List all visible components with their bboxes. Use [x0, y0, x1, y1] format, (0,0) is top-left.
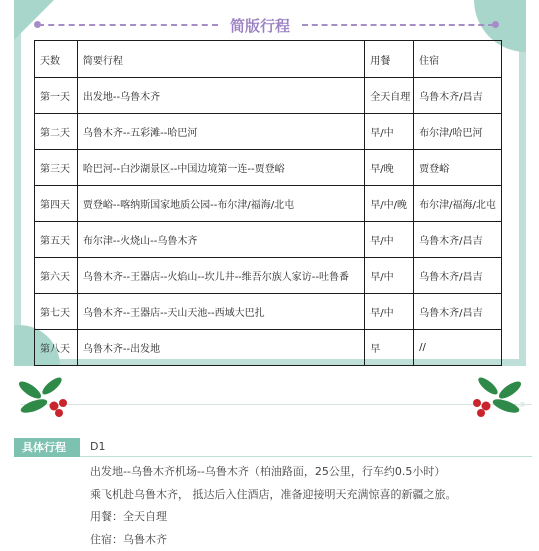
header-meal: 用餐	[365, 41, 414, 78]
cell-meal: 早	[365, 330, 414, 366]
cell-meal: 早/中	[365, 114, 414, 150]
header-route: 简要行程	[77, 41, 364, 78]
cell-stay: 布尔津/哈巴河	[414, 114, 502, 150]
table-row	[35, 330, 502, 366]
cell-route: 哈巴河--白沙湖景区--中国边境第一连--贾登峪	[77, 150, 364, 186]
cell-route: 乌鲁木齐--王器店--火焰山--坎儿井--维吾尔族人家访--吐鲁番	[77, 258, 364, 294]
cell-day: 第一天	[35, 78, 78, 114]
cell-route: 乌鲁木齐--五彩滩--哈巴河	[77, 114, 364, 150]
cell-meal: 全天自理	[365, 78, 414, 114]
detail-section-tag: 具体行程	[14, 438, 80, 457]
cell-stay: 乌鲁木齐/昌吉	[414, 78, 502, 114]
cell-day: 第三天	[35, 150, 78, 186]
cell-stay: 乌鲁木齐/昌吉	[414, 222, 502, 258]
cell-day: 第六天	[35, 258, 78, 294]
day-label: D1	[90, 440, 106, 453]
header-stay: 住宿	[414, 41, 502, 78]
day-route: 出发地--乌鲁木齐机场--乌鲁木齐（柏油路面，25公里，行车约0.5小时）	[90, 465, 446, 478]
day-description: 乘飞机赴乌鲁木齐， 抵达后入住酒店，准备迎接明天充满惊喜的新疆之旅。	[90, 488, 457, 501]
cell-meal: 早/中	[365, 222, 414, 258]
cell-stay: 贾登峪	[414, 150, 502, 186]
title-dash-right	[302, 24, 494, 26]
detail-tag-underline	[80, 456, 532, 457]
cell-meal: 早/中/晚	[365, 186, 414, 222]
corner-decoration-top-left	[14, 0, 54, 40]
cell-route: 乌鲁木齐--出发地	[77, 330, 364, 366]
cell-day: 第七天	[35, 294, 78, 330]
cell-stay: 乌鲁木齐/昌吉	[414, 258, 502, 294]
holly-left-icon	[14, 376, 72, 422]
day-meal: 用餐：全天自理	[90, 510, 167, 523]
cell-day: 第五天	[35, 222, 78, 258]
holly-right-icon	[468, 376, 526, 422]
title-dot-right	[492, 21, 499, 28]
cell-day: 第八天	[35, 330, 78, 366]
table-row	[35, 114, 502, 150]
table-row	[35, 186, 502, 222]
table-row	[35, 78, 502, 114]
cell-meal: 早/中	[365, 294, 414, 330]
itinerary-table	[34, 40, 502, 366]
cell-day: 第四天	[35, 186, 78, 222]
title-dash-left	[38, 24, 218, 26]
cell-meal: 早/中	[365, 258, 414, 294]
cell-stay: //	[414, 330, 502, 366]
cell-route: 出发地--乌鲁木齐	[77, 78, 364, 114]
section-divider	[20, 404, 532, 405]
cell-stay: 布尔津/福海/北屯	[414, 186, 502, 222]
cell-stay: 乌鲁木齐/昌吉	[414, 294, 502, 330]
cell-day: 第二天	[35, 114, 78, 150]
cell-route: 乌鲁木齐--王器店--天山天池--西域大巴扎	[77, 294, 364, 330]
cell-route: 布尔津--火烧山--乌鲁木齐	[77, 222, 364, 258]
cell-meal: 早/晚	[365, 150, 414, 186]
table-row	[35, 150, 502, 186]
table-header-row	[35, 41, 502, 78]
section-title: 简版行程	[229, 17, 290, 35]
header-day: 天数	[35, 41, 78, 78]
table-row	[35, 294, 502, 330]
table-row	[35, 258, 502, 294]
cell-route: 贾登峪--喀纳斯国家地质公园--布尔津/福海/北屯	[77, 186, 364, 222]
table-row	[35, 222, 502, 258]
day-stay: 住宿：乌鲁木齐	[90, 533, 167, 546]
